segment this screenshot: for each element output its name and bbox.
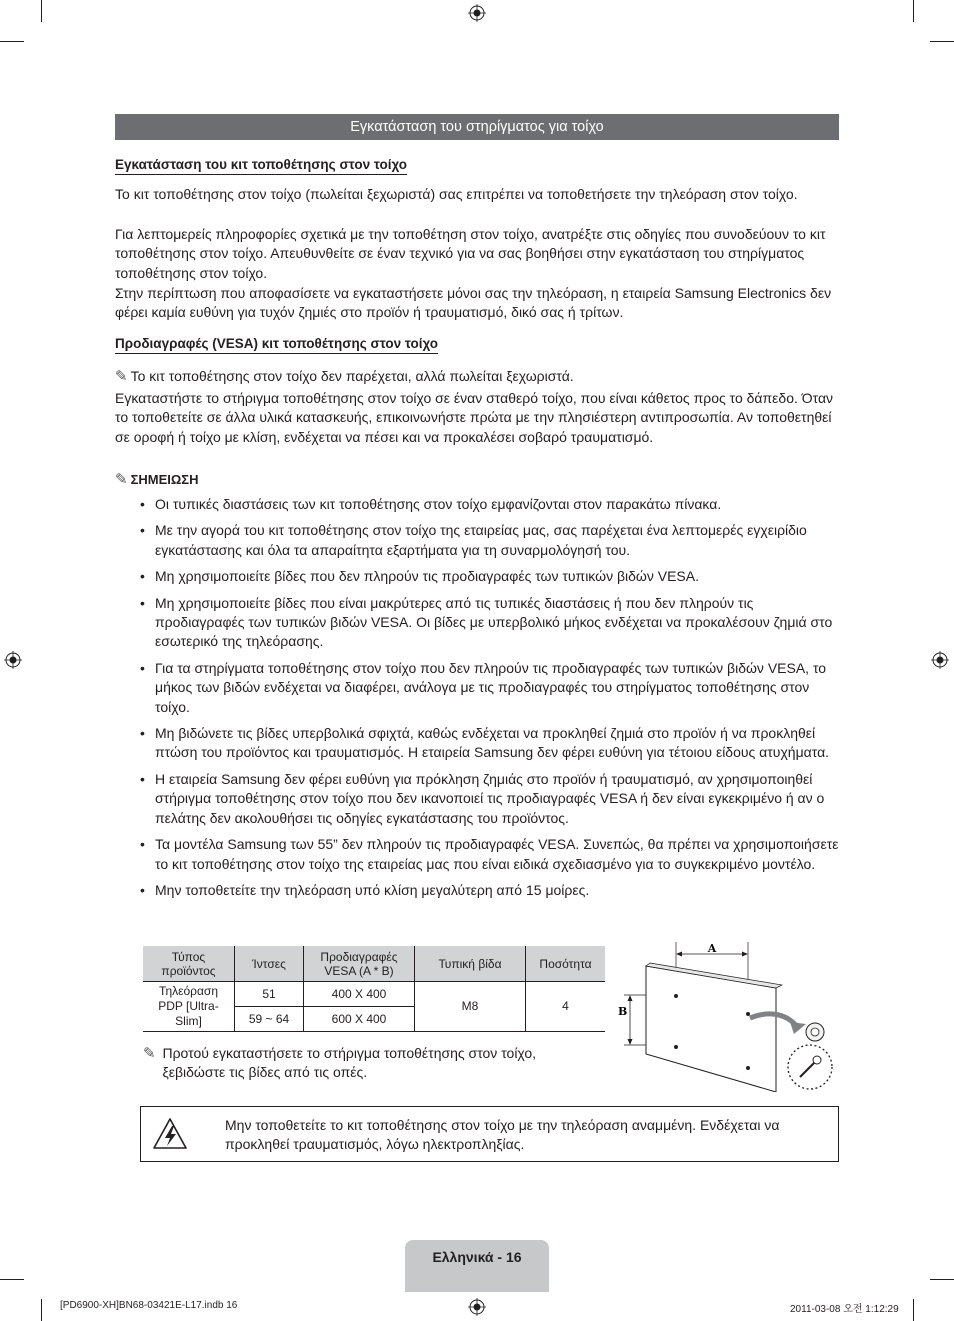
subsection-heading-install-kit: Εγκατάσταση του κιτ τοποθέτησης στον τοίχο [115,157,407,175]
column-header: Ποσότητα [526,946,606,982]
bullet-text: Οι τυπικές διαστάσεις των κιτ τοποθέτησης στον τοίχο εμφανίζονται στον παρακάτω πίνακα. [155,496,722,512]
column-header: Τύπος προϊόντος [143,946,235,982]
dimension-b-label: B [618,1005,628,1018]
table-row [143,982,605,1007]
bullet-text: Μην τοποθετείτε την τηλεόραση υπό κλίση μεγαλύτερη από 15 μοίρες. [155,881,590,898]
table-header-row [143,946,605,982]
footer-timestamp: 2011-03-08 오전 1:12:29 [790,1304,899,1315]
note-text: Το κιτ τοποθέτησης στον τοίχο δεν παρέχεται, αλλά πωλείται ξεχωριστά. [130,368,574,384]
column-header: Ίντσες [235,946,304,982]
section-title-bar: Εγκατάσταση του στηρίγματος για τοίχο [115,114,839,140]
table-cell-quantity: 4 [526,982,606,1032]
registration-mark-icon [468,4,486,22]
mounting-paragraph: Εγκαταστήστε το στήριγμα τοποθέτησης στον τοίχο σε έναν σταθερό τοίχο, που είναι κάθετος προς το δάπεδο. Όταν το τοποθετείτε σε άλλα υλικά κατασκευής, επικοινωνήστε πρώτα με την πλησιέστερη αντιπροσωπία. Αν τοποθετηθεί σε οροφή ή τοίχο με κλίση, ενδέχεται να πέσει και να προκαλέσει σοβαρό τραυματισμό. [115,390,834,445]
crop-mark [913,0,914,22]
bullet-icon: • [140,568,145,585]
note-bullet-list [115,495,840,907]
dimension-a-label: A [707,942,717,955]
bullet-icon: • [140,594,145,611]
registration-mark-icon [931,651,949,669]
bullet-icon: • [140,725,145,742]
note-label: ΣΗΜΕΙΩΣΗ [130,472,199,487]
list-item [115,835,840,874]
crop-mark [930,41,954,42]
crop-mark [41,0,42,22]
warning-box [140,1106,839,1162]
bullet-text: Μη χρησιμοποιείτε βίδες που είναι μακρύτερες από τις τυπικές διαστάσεις ή που δεν πληρούν τις προδιαγραφές των τυπικών βιδών VESA. Οι βίδες με υπερβολικό μήκος ενδέχεται να προκαλέσουν ζημιά στο εσωτερικό της τηλεόρασης. [155,594,833,650]
list-item [115,724,840,763]
note-kit-sold-separately [115,367,840,386]
note-heading [115,470,840,489]
bullet-text: Μη βιδώνετε τις βίδες υπερβολικά σφιχτά, καθώς ενδέχεται να προκληθεί ζημιά στο προϊόν ή να προκληθεί πτώση του προϊόντος και τραυματισμός. Η εταιρεία Samsung δεν φέρει ευθύνη για τέτοιου είδους ατυχήματα. [155,725,830,761]
details-paragraph: Για λεπτομερείς πληροφορίες σχετικά με την τοποθέτηση στον τοίχο, ανατρέξτε στις οδηγίες που συνοδεύουν το κιτ τοποθέτησης στον τοίχο. Απευθυνθείτε σε έναν τεχνικό για να σας βοηθήσει στην εγκατάσταση του στηρίγματος τοποθέτησης στον τοίχο. [115,226,826,281]
crop-mark [0,1279,24,1280]
bullet-text: Τα μοντέλα Samsung των 55” δεν πληρούν τις προδιαγραφές VESA. Συνεπώς, θα πρέπει να χρησιμοποιήσετε το κιτ τοποθέτησης στον τοίχο της εταιρείας μας που είναι ειδικά σχεδιασμένο για το συγκεκριμένο μοντέλο. [155,836,839,872]
warning-text: Μην τοποθετείτε το κιτ τοποθέτησης στον τοίχο με την τηλεόραση αναμμένη. Ενδέχεται να προκληθεί τραυματισμός, λόγω ηλεκτροπληξίας. [225,1117,780,1153]
bullet-icon: • [140,836,145,853]
column-header: Τυπική βίδα [415,946,526,982]
pencil-note-icon: ✎ [143,1044,156,1062]
bullet-icon: • [140,659,145,676]
bullet-text: Με την αγορά του κιτ τοποθέτησης στον τοίχο της εταιρείας μας, σας παρέχεται ένα λεπτομερές εγχειρίδιο εγκατάστασης και όλα τα απαραίτητα εξαρτήματα για τη συναρμολόγησή του. [155,522,807,558]
registration-mark-icon [468,1298,486,1316]
bullet-text: Για τα στηρίγματα τοποθέτησης στον τοίχο που δεν πληρούν τις προδιαγραφές των τυπικών βιδών VESA, το μήκος των βιδών ενδέχεται να διαφέρει, ανάλογα με τις προδιαγραφές του στηρίγματος τοποθέτησης στον τοίχο. [155,659,827,715]
table-cell-inches: 59 ~ 64 [235,1007,304,1032]
bullet-icon: • [140,881,145,898]
page-number: Ελληνικά - 16 [432,1249,522,1265]
pencil-note-icon: ✎ [115,367,128,385]
list-item [115,770,840,828]
list-item [115,521,840,560]
table-cell-inches: 51 [235,982,304,1007]
table-cell-screw: M8 [415,982,526,1032]
intro-paragraph: Το κιτ τοποθέτησης στον τοίχο (πωλείται ξεχωριστά) σας επιτρέπει να τοποθετήσετε την τηλεόραση στον τοίχο. [115,186,798,202]
subsection-heading-vesa-specs: Προδιαγραφές (VESA) κιτ τοποθέτησης στον τοίχο [115,336,438,354]
crop-mark [0,41,24,42]
list-item [115,594,840,652]
bullet-icon: • [140,496,145,512]
crop-mark [41,1299,42,1321]
bullet-text: Μη χρησιμοποιείτε βίδες που δεν πληρούν τις προδιαγραφές των τυπικών βιδών VESA. [155,568,699,585]
crop-mark [930,1279,954,1280]
list-item [115,659,840,717]
bullet-text: Η εταιρεία Samsung δεν φέρει ευθύνη για πρόκληση ζημιάς στο προϊόν ή τραυματισμό, αν χρησιμοποιηθεί στήριγμα τοποθέτησης στον τοίχο που δεν ικανοποιεί τις προδιαγραφές VESA ή δεν είναι εγκεκριμένο ή αν ο πελάτης δεν ακολουθήσει τις οδηγίες εγκατάστασης του προϊόντος. [155,770,825,826]
table-cell-vesa: 400 X 400 [304,982,415,1007]
list-item [115,881,840,900]
list-item [115,495,840,514]
pencil-note-icon: ✎ [115,470,128,488]
crop-mark [913,1299,914,1321]
bullet-icon: • [140,522,145,539]
registration-mark-icon [4,651,22,669]
footer-file-info: [PD6900-XH]BN68-03421E-L17.indb 16 [60,1300,238,1311]
table-cell-vesa: 600 X 400 [304,1007,415,1032]
bullet-icon: • [140,770,145,787]
vesa-spec-table [143,946,605,1032]
column-header: Προδιαγραφές VESA (A * B) [304,946,415,982]
note-unscrew-text: Προτού εγκαταστήσετε το στήριγμα τοποθέτησης στον τοίχο, ξεβιδώστε τις βίδες από τις οπές. [162,1045,537,1081]
liability-paragraph: Στην περίπτωση που αποφασίσετε να εγκαταστήσετε μόνοι σας την τηλεόραση, η εταιρεία Samsung Electronics δεν φέρει καμία ευθύνη για τυχόν ζημιές στο προϊόν ή τραυματισμό, δικό σας ή τρίτων. [115,285,832,321]
page-number-tab [405,1240,549,1292]
electric-shock-warning-icon [152,1117,188,1151]
tv-wall-mount-diagram [610,936,840,1092]
note-unscrew [143,1044,593,1083]
table-cell-product-type: Τηλεόραση PDP [Ultra-Slim] [143,982,235,1032]
list-item [115,567,840,586]
